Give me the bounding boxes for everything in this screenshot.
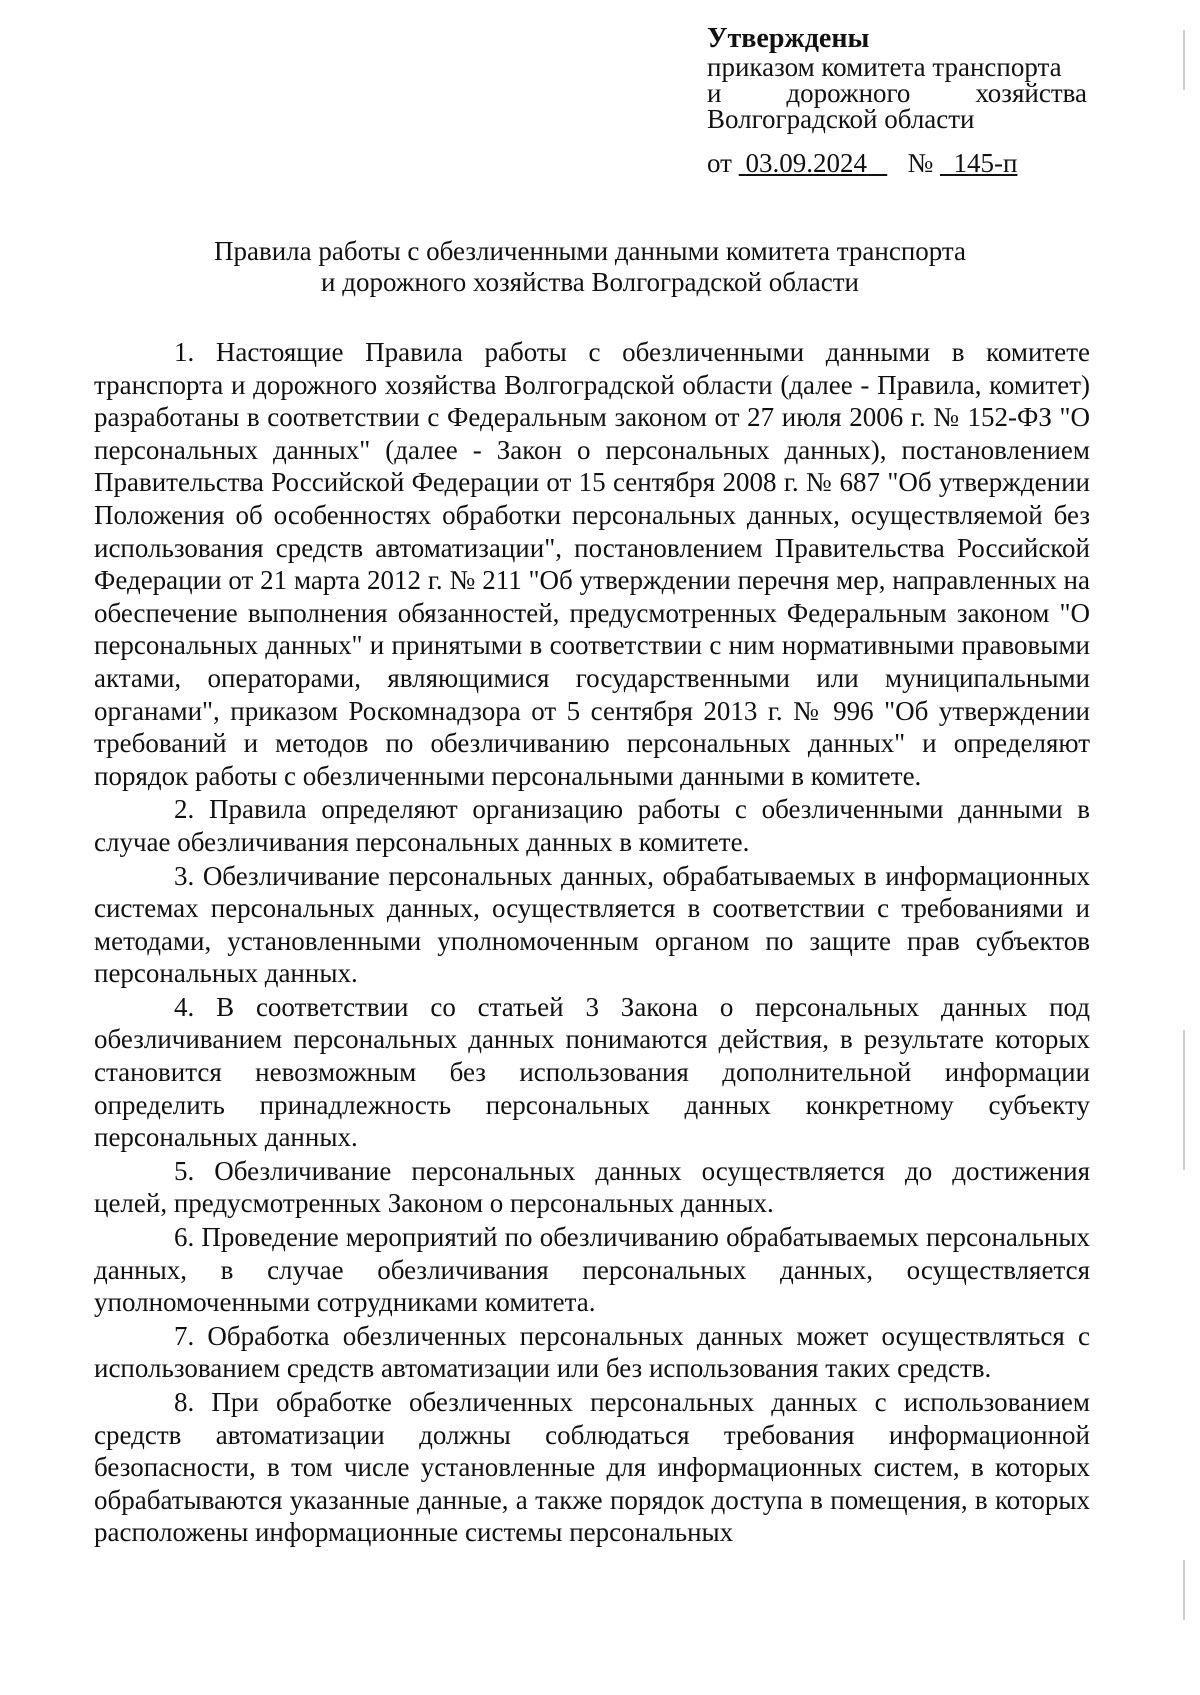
approval-date-line bbox=[707, 150, 1087, 176]
title-line-1: Правила работы с обезличенными данными комитета транспорта bbox=[213, 236, 967, 266]
title-line-2: и дорожного хозяйства Волгоградской области bbox=[321, 267, 859, 297]
approval-line-2: и дорожного хозяйства bbox=[707, 78, 1087, 108]
date-prefix: от bbox=[707, 148, 732, 178]
paragraph-6: 6. Проведение мероприятий по обезличиванию обрабатываемых персональных данных, в случае обезличивания персональных данных, осуществляется уполномоченными сотрудниками комитета. bbox=[94, 1222, 1090, 1318]
approval-line-3: Волгоградской области bbox=[707, 104, 975, 134]
approval-heading: Утверждены bbox=[707, 23, 870, 54]
scan-artifact bbox=[1183, 1030, 1185, 1170]
order-number: 145-п bbox=[953, 148, 1018, 178]
document-body bbox=[94, 336, 1090, 1549]
paragraph-7: 7. Обработка обезличенных персональных данных может осуществляться с использованием средств автоматизации или без использования таких средств. bbox=[94, 1320, 1090, 1384]
paragraph-2: 2. Правила определяют организацию работы с обезличенными данными в случае обезличивания персональных данных в комитете. bbox=[94, 794, 1090, 857]
scan-artifact bbox=[1183, 1560, 1185, 1620]
order-date: 03.09.2024 bbox=[745, 148, 867, 178]
paragraph-5: 5. Обезличивание персональных данных осуществляется до достижения целей, предусмотренных Законом о персональных данных. bbox=[94, 1155, 1090, 1219]
paragraph-1: 1. Настоящие Правила работы с обезличенными данными в комитете транспорта и дорожного хозяйства Волгоградской области (далее - Правила, комитет) разработаны в соответствии с Федеральным законом от 27 июля 2006 г. № 152-ФЗ "О персональных данных" (далее - Закон о персональных данных), постановлением Правительства Российской Федерации от 15 сентября 2008 г. № 687 "Об утверждении Положения об особенностях обработки персональных данных, осуществляемой без использования средств автоматизации", постановлением Правительства Российской Федерации от 21 марта 2012 г. № 211 "Об утверждении перечня мер, направленных на обеспечение выполнения обязанностей, предусмотренных Федеральным законом "О персональных данных" и принятыми в соответствии с ним нормативными правовыми актами, операторами, являющимися государственными или муниципальными органами", приказом Роскомнадзора от 5 сентября 2013 г. № 996 "Об утверждении требований и методов по обезличиванию персональных данных" и определяют порядок работы с обезличенными персональными данными в комитете. bbox=[94, 337, 1090, 791]
approval-line-1: приказом комитета транспорта bbox=[707, 52, 1062, 82]
paragraph-3: 3. Обезличивание персональных данных, обрабатываемых в информационных системах персональных данных, осуществляется в соответствии с требованиями и методами, установленными уполномоченным органом по защите прав субъектов персональных данных. bbox=[94, 860, 1090, 989]
approval-stamp-block bbox=[707, 24, 1087, 176]
number-sign: № bbox=[907, 148, 934, 178]
scan-artifact bbox=[1183, 30, 1185, 90]
paragraph-8: 8. При обработке обезличенных персональных данных с использованием средств автоматизации должны соблюдаться требования информационной безопасности, в том числе установленные для информационных систем, в которых обрабатываются указанные данные, а также порядок доступа в помещения, в которых расположены информационные системы персональных bbox=[94, 1387, 1090, 1548]
document-title bbox=[90, 236, 1090, 298]
paragraph-4: 4. В соответствии со статьей 3 Закона о персональных данных под обезличиванием персональных данных понимаются действия, в результате которых становится невозможным без использования дополнительной информации определить принадлежность персональных данных конкретному субъекту персональных данных. bbox=[94, 991, 1090, 1153]
